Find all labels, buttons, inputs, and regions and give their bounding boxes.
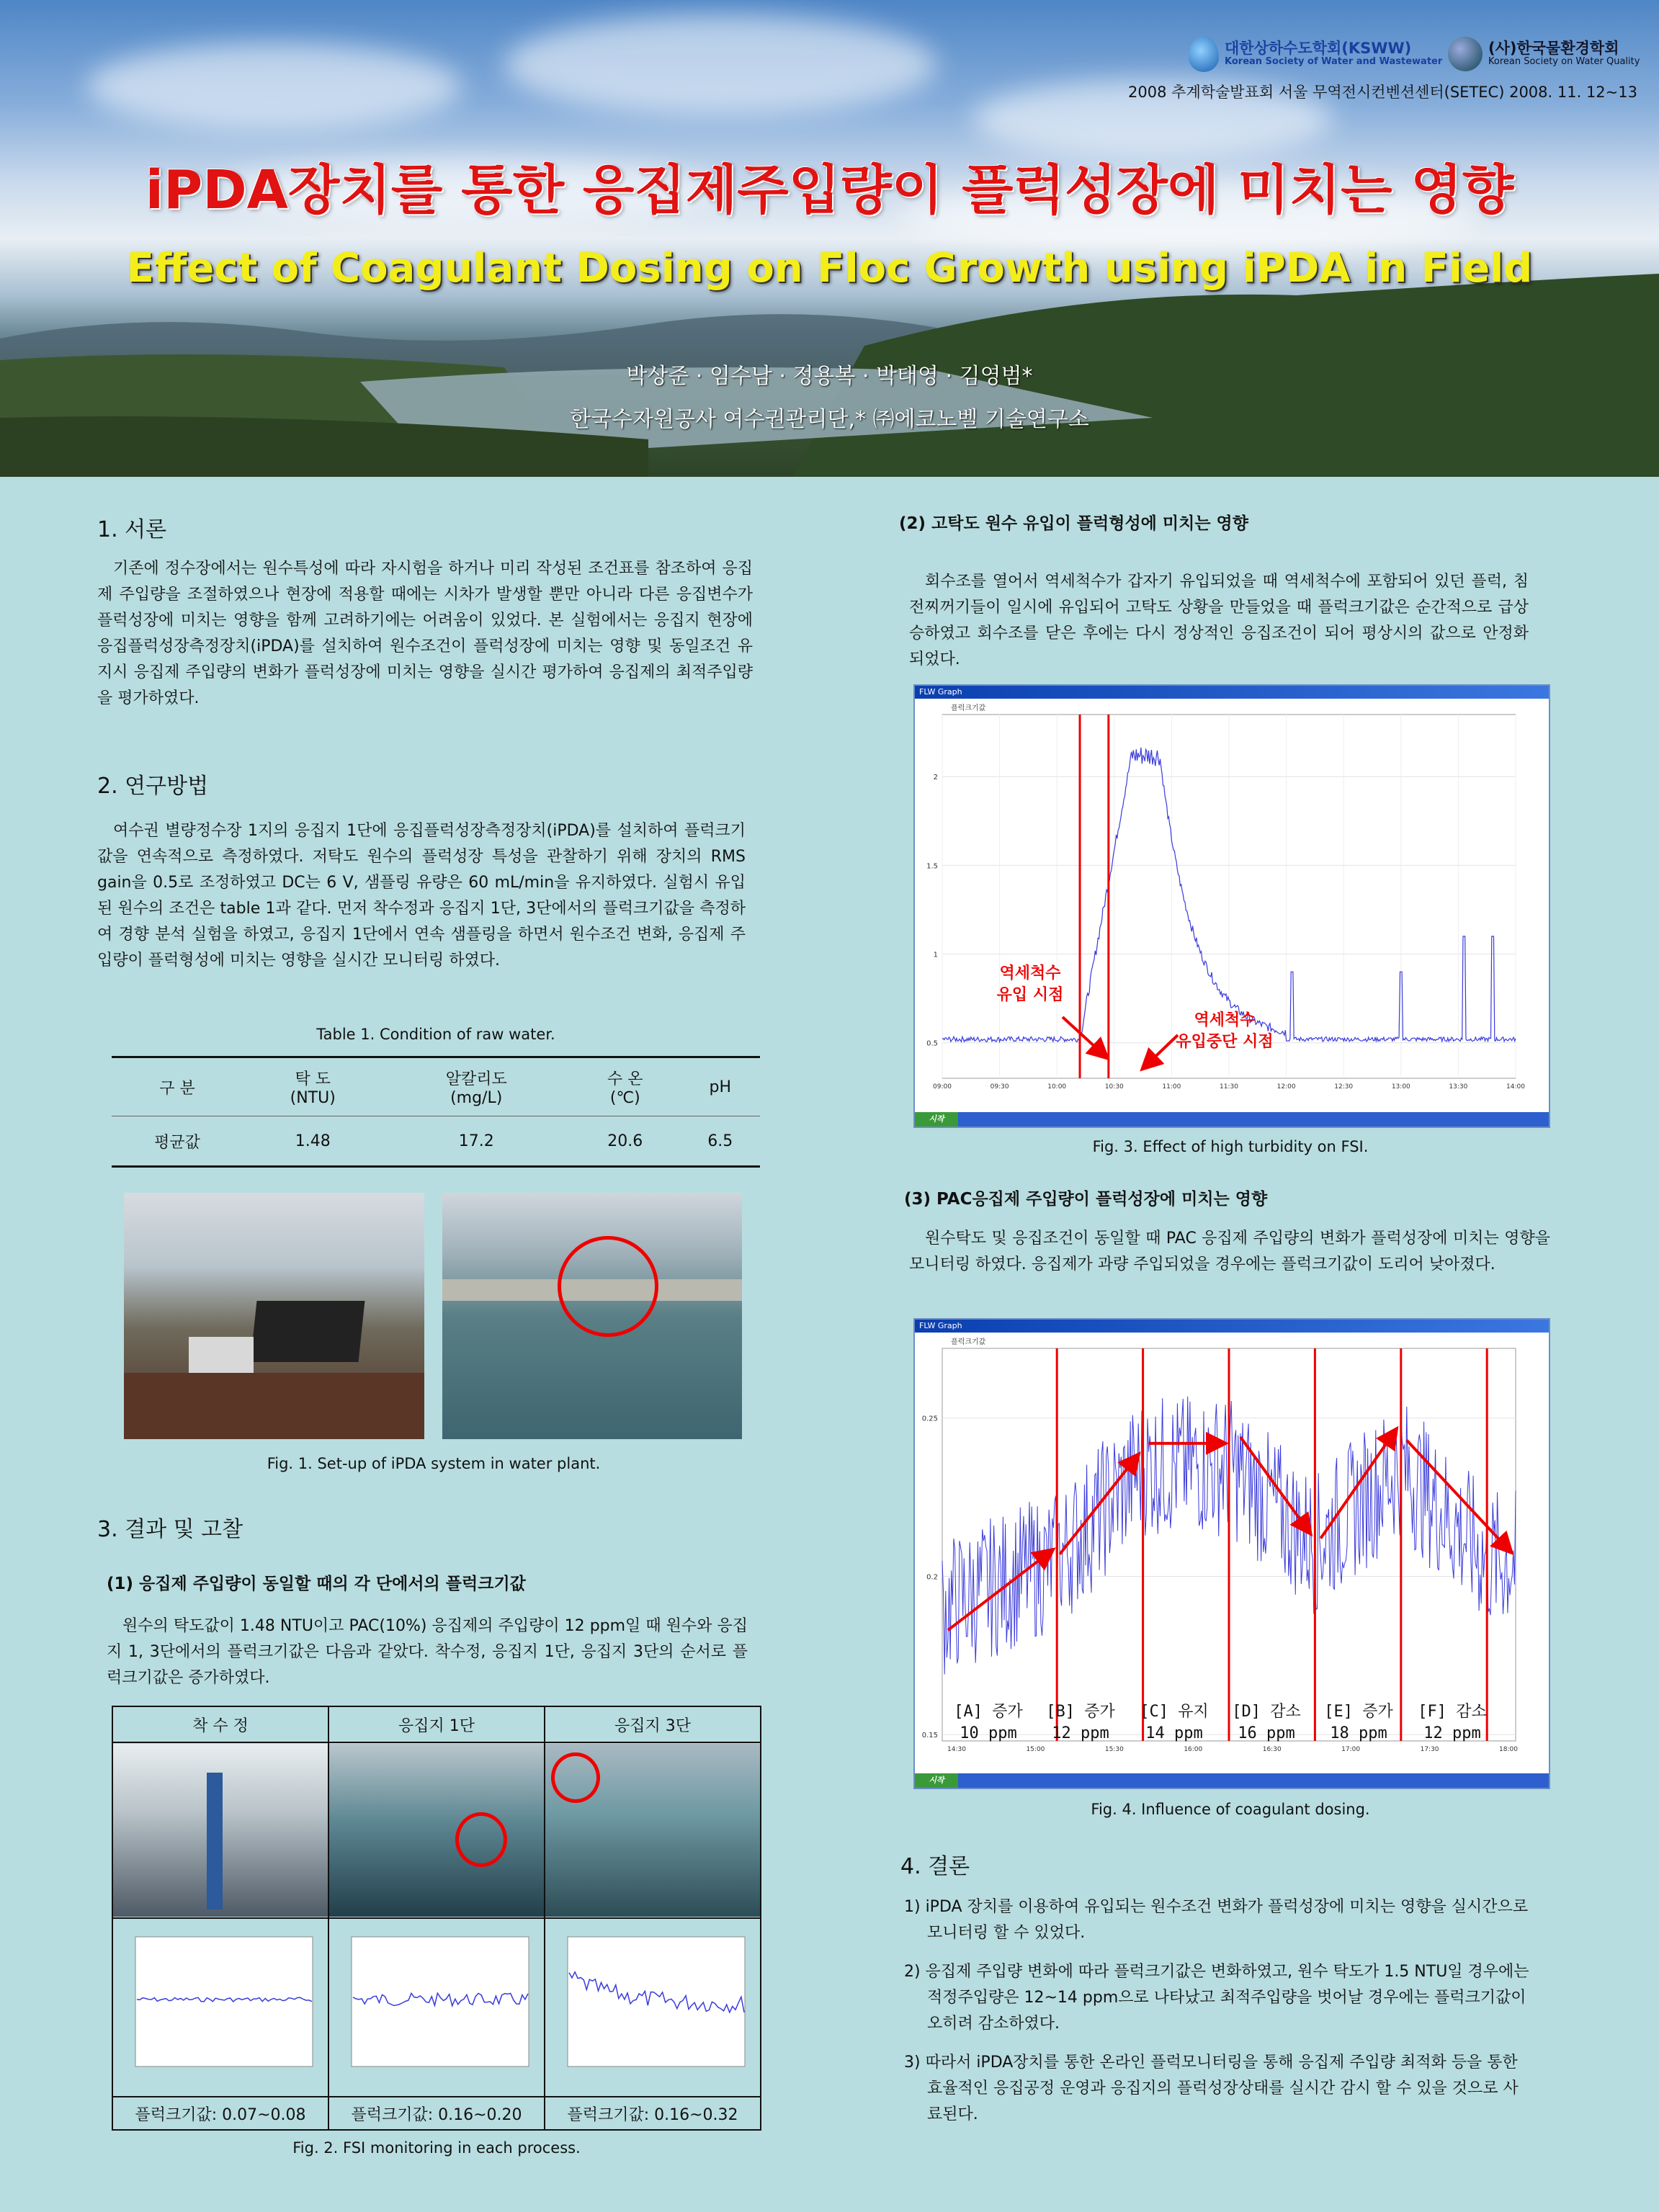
table-cell: 1.48 (243, 1116, 383, 1167)
fig2-table (112, 1706, 761, 2131)
taskbar (915, 1773, 1549, 1788)
x-tick-label: 12:00 (1276, 1083, 1296, 1091)
x-tick-label: 16:30 (1262, 1746, 1282, 1753)
table-header: 탁 도 (NTU) (243, 1057, 383, 1116)
y-tick-label: 1 (933, 951, 938, 959)
x-tick-label: 18:00 (1499, 1746, 1518, 1753)
section1-body: 기존에 정수장에서는 원수특성에 따라 자시험을 하거나 미리 작성된 조건표를 참조하여 응집제 주입량을 조절하였으나 현장에 적용할 때에는 시차가 발생할 뿐만 아니라 다른 응집변수가 플럭성장에 미치는 영향을 함께 고려하기에는 어려움이 있었다. 본 실험에서는 응집지 현장에 응집플럭성장측정장치(iPDA)를 설치하여 원수조건이 플럭성장에 미치는 영향 및 동일조건 유지시 응집제 주입량의 변화가 플럭성장에 미치는 영향을 실시간 평가하여 응집제의 최적주입량을 평가하였다. (97, 560, 753, 707)
table-header: 수 온 (℃) (570, 1057, 681, 1116)
highlight-circle (558, 1236, 658, 1337)
fig2-col-header: 응집지 1단 (328, 1706, 545, 1742)
start-button[interactable]: 시작 (915, 1112, 958, 1127)
fig4-caption: Fig. 4. Influence of coagulant dosing. (1091, 1801, 1370, 1818)
section3-sub1-body: 원수의 탁도값이 1.48 NTU이고 PAC(10%) 응집제의 주입량이 12 ppm일 때 원수와 응집지 1, 3단에서의 플럭크기값은 다음과 같았다. 착수정, 응집지 1단, 응집지 3단의 순서로 플럭크기값은 증가하였다. (107, 1617, 748, 1687)
title-english: Effect of Coagulant Dosing on Floc Growth using iPDA in Field (126, 245, 1533, 292)
iPDA-setup-photo (124, 1193, 424, 1439)
fig3-annotation-stop: 역세척수 유입중단 시점 (1176, 1011, 1274, 1051)
fig2-graph-1 (114, 1919, 327, 2092)
x-tick-label: 11:00 (1162, 1083, 1181, 1091)
fig2-col-header: 착 수 정 (112, 1706, 328, 1742)
conclusion-list (904, 1894, 1531, 2128)
section3-sub2-body: 회수조를 열어서 역세척수가 갑자기 유입되었을 때 역세척수에 포함되어 있던 플럭, 침전찌꺼기들이 일시에 유입되어 고탁도 상황을 만들었을 때 플럭크기값은 순간적으로 급상승하였고 회수조를 닫은 후에는 다시 정상적인 응집조건이 되어 평상시의 값으로 안정화 되었다. (909, 573, 1529, 668)
fig2-col-header: 응집지 3단 (545, 1706, 761, 1742)
x-tick-label: 15:00 (1026, 1746, 1045, 1753)
y-tick-label: 0.2 (926, 1573, 938, 1582)
fig2-value: 플럭크기값: 0.07~0.08 (112, 2097, 328, 2130)
fig2-graph-2 (330, 1919, 543, 2092)
segment-label: [E] 증가 18 ppm (1324, 1703, 1393, 1742)
conclusion-item: 1) iPDA 장치를 이용하여 유입되는 원수조건 변화가 플럭성장에 미치는 영향을 실시간으로 모니터링 할 수 있었다. (904, 1898, 1529, 1942)
graph-window-titlebar: FLW Graph (915, 686, 1549, 699)
y-tick-label: 2 (933, 774, 938, 782)
authors: 박상준 · 임수남 · 정용복 · 박태영 · 김영범* (626, 364, 1033, 389)
x-tick-label: 10:00 (1047, 1083, 1067, 1091)
title-korean: iPDA장치를 통한 응집제주입량이 플럭성장에 미치는 영향 (145, 159, 1514, 221)
table-header: 구 분 (112, 1057, 243, 1116)
water-drop-icon (1189, 36, 1219, 72)
logo1-subtitle: Korean Society of Water and Wastewater (1225, 56, 1443, 68)
fig3-annotation-start: 역세척수 유입 시점 (996, 964, 1064, 1004)
affiliation: 한국수자원공사 여수권관리단,* ㈜에코노벨 기술연구소 (570, 407, 1089, 432)
fig3-caption: Fig. 3. Effect of high turbidity on FSI. (1092, 1138, 1369, 1155)
x-tick-label: 15:30 (1104, 1746, 1124, 1753)
segment-label: [F] 감소 12 ppm (1418, 1703, 1487, 1742)
segment-label: [B] 증가 12 ppm (1046, 1703, 1115, 1742)
legend-label: 플럭크기값 (951, 1338, 986, 1346)
x-tick-label: 17:30 (1420, 1746, 1439, 1753)
table-header: pH (681, 1057, 760, 1116)
conclusion-item: 3) 따라서 iPDA장치를 통한 온라인 플럭모니터링을 통해 응집제 주입량 최적화 등을 통한 효율적인 응집공정 운영과 응집지의 플럭성장상태를 실시간 감시 할 수 있을 것으로 사료된다. (904, 2054, 1519, 2123)
y-tick-label: 0.5 (926, 1039, 938, 1048)
fig2-photo-cell (545, 1742, 761, 1918)
fig2-photo-cell (328, 1742, 545, 1918)
kswq-logo (1448, 32, 1640, 76)
table-cell: 17.2 (383, 1116, 570, 1167)
section2-heading: 2. 연구방법 (97, 774, 209, 799)
fig2-value: 플럭크기값: 0.16~0.20 (328, 2097, 545, 2130)
x-tick-label: 13:00 (1391, 1083, 1410, 1091)
y-tick-label: 0.25 (921, 1415, 938, 1423)
header-banner (0, 0, 1659, 477)
table1-caption: Table 1. Condition of raw water. (316, 1026, 555, 1043)
x-tick-label: 10:30 (1104, 1083, 1124, 1091)
fig2-graph-cell (112, 1918, 328, 2097)
fig2-caption: Fig. 2. FSI monitoring in each process. (292, 2139, 581, 2157)
x-tick-label: 09:30 (990, 1083, 1009, 1091)
graph-window-titlebar: FLW Graph (915, 1320, 1549, 1333)
fig2-value: 플럭크기값: 0.16~0.32 (545, 2097, 761, 2130)
section4-heading: 4. 결론 (900, 1854, 970, 1879)
globe-icon (1448, 37, 1483, 71)
section2-body: 여수권 별량정수장 1지의 응집지 1단에 응집플럭성장측정장치(iPDA)를 설치하여 플럭크기값을 연속적으로 측정하였다. 저탁도 원수의 플럭성장 특성을 관찰하기 위해 장치의 RMS gain을 0.5로 조정하였고 DC는 6 V, 샘플링 유량은 60 mL/min을 유지하였다. 실험시 유입된 원수의 조건은 table 1과 같다. 먼저 착수정과 응집지 1단, 3단에서의 플럭크기값을 측정하여 경향 분석 실험을 하였고, 응집지 1단에서 연속 샘플링을 하면서 원수조건 변화, 응집제 주입량이 플럭형성에 미치는 영향을 실시간 모니터링 하였다. (97, 822, 746, 970)
fig2-graph-cell (328, 1918, 545, 2097)
raw-water-table (112, 1056, 760, 1168)
section1-heading: 1. 서론 (97, 517, 167, 542)
table-header: 알칼리도 (mg/L) (383, 1057, 570, 1116)
logo1-name: 대한상하수도학회(KSWW) (1225, 40, 1412, 58)
fig1-caption: Fig. 1. Set-up of iPDA system in water plant. (267, 1455, 601, 1472)
table-cell: 20.6 (570, 1116, 681, 1167)
y-tick-label: 1.5 (926, 862, 938, 871)
x-tick-label: 12:30 (1334, 1083, 1354, 1091)
x-tick-label: 16:00 (1184, 1746, 1203, 1753)
segment-label: [A] 증가 10 ppm (954, 1703, 1023, 1742)
taskbar (915, 1112, 1549, 1127)
conclusion-item: 2) 응집제 주입량 변화에 따라 플럭크기값은 변화하였고, 원수 탁도가 1.5 NTU일 경우에는 적정주입량은 12~14 ppm으로 나타났고 최적주입량을 벗어날 경우에는 플럭크기값이 오히려 감소하였다. (904, 1963, 1529, 2033)
x-tick-label: 09:00 (933, 1083, 952, 1091)
section3-sub1: (1) 응집제 주입량이 동일할 때의 각 단에서의 플럭크기값 (107, 1575, 526, 1593)
section3-sub3-body: 원수탁도 및 응집조건이 동일할 때 PAC 응집제 주입량의 변화가 플럭성장에 미치는 영향을 모니터링 하였다. 응집제가 과량 주입되었을 경우에는 플럭크기값이 도리어 낮아졌다. (909, 1230, 1550, 1273)
fig3-graph-window (913, 684, 1550, 1128)
logo2-subtitle: Korean Society on Water Quality (1488, 56, 1640, 68)
table-cell: 6.5 (681, 1116, 760, 1167)
kssw-logo (1189, 32, 1442, 76)
section3-heading: 3. 결과 및 고찰 (97, 1517, 243, 1542)
logo2-name: (사)한국물환경학회 (1488, 40, 1619, 58)
legend-label: 플럭크기값 (951, 704, 986, 712)
section3-sub3: (3) PAC응집제 주입량이 플럭성장에 미치는 영향 (904, 1190, 1268, 1209)
fig2-graph-3 (546, 1919, 759, 2092)
x-tick-label: 14:00 (1506, 1083, 1525, 1091)
table-cell: 평균값 (112, 1116, 243, 1167)
start-button[interactable]: 시작 (915, 1773, 958, 1788)
x-tick-label: 13:30 (1449, 1083, 1468, 1091)
flocculation-basin-photo (442, 1193, 742, 1439)
x-tick-label: 14:30 (947, 1746, 966, 1753)
section3-sub2: (2) 고탁도 원수 유입이 플럭형성에 미치는 영향 (899, 514, 1248, 533)
y-tick-label: 0.15 (921, 1732, 938, 1740)
x-tick-label: 11:30 (1220, 1083, 1238, 1091)
conference-info: 2008 추계학술발표회 서울 무역전시컨벤션센터(SETEC) 2008. 11. 12~13 (1128, 84, 1637, 101)
segment-label: [C] 유지 14 ppm (1140, 1703, 1209, 1742)
x-tick-label: 17:00 (1341, 1746, 1361, 1753)
fig4-graph-window (913, 1318, 1550, 1789)
segment-label: [D] 감소 16 ppm (1232, 1703, 1301, 1742)
fig2-photo-cell (112, 1742, 328, 1918)
fig2-graph-cell (545, 1918, 761, 2097)
